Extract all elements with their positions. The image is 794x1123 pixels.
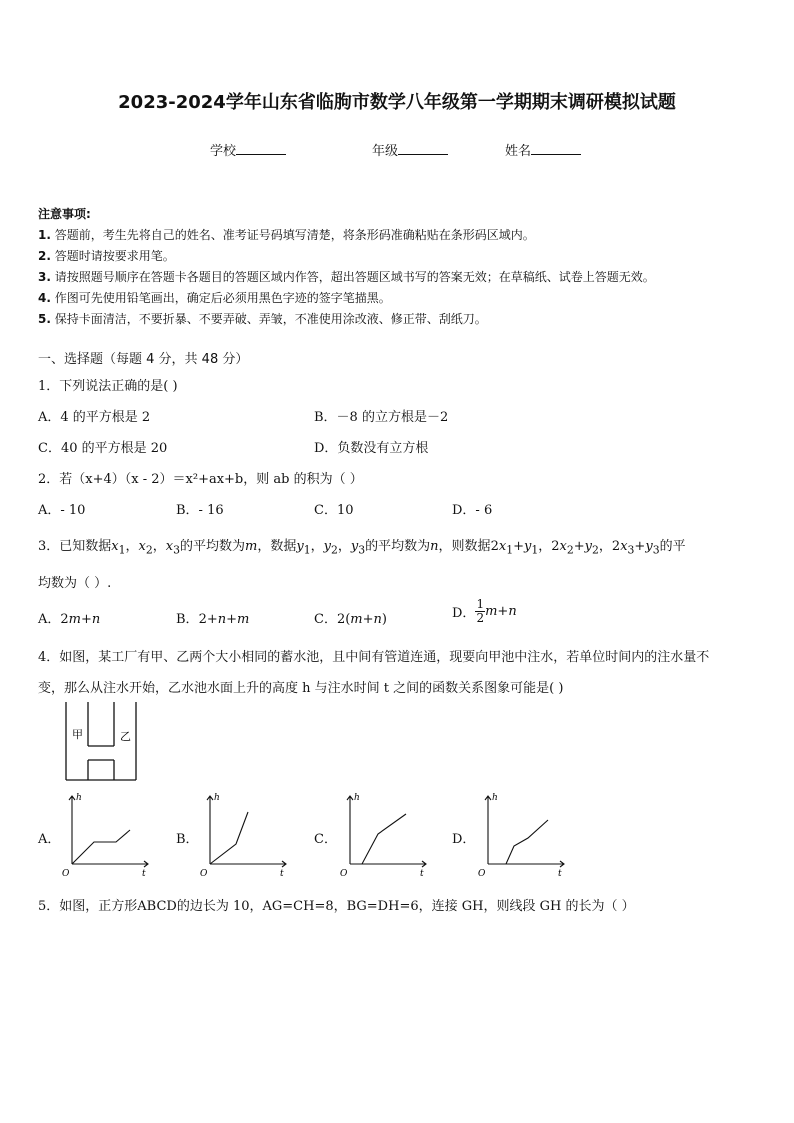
q4-stem-line2: 变，那么从注水开始，乙水池水面上升的高度 h 与注水时间 t 之间的函数关系图象可能是( ) — [38, 681, 564, 696]
q1-stem: 1．下列说法正确的是( ) — [38, 379, 178, 394]
school-label: 学校 — [210, 144, 237, 159]
section-heading: 一、选择题（每题 4 分，共 48 分） — [38, 352, 249, 367]
q3-option-b[interactable]: B．2+n+m — [176, 612, 250, 627]
q3-stem-line2: 均数为（ ）. — [38, 576, 112, 591]
school-blank[interactable] — [236, 142, 286, 155]
notes-heading: 注意事项: — [38, 207, 91, 221]
q1-option-d[interactable]: D．负数没有立方根 — [314, 441, 429, 456]
q3-option-c[interactable]: C．2(m+n) — [314, 612, 387, 627]
axis-t-label: t — [142, 869, 146, 879]
name-blank[interactable] — [531, 142, 581, 155]
page-title: 2023-2024学年山东省临朐市数学八年级第一学期期末调研模拟试题 — [118, 92, 676, 113]
q4-option-b[interactable]: B． — [176, 832, 199, 847]
note-item: 3. 请按照题号顺序在答题卡各题目的答题区域内作答，超出答题区域书写的答案无效；在草稿纸、试卷上答题无效。 — [38, 270, 655, 284]
graph-a — [58, 790, 154, 880]
axis-t-label: t — [558, 869, 562, 879]
q3-option-a[interactable]: A．2m+n — [38, 612, 101, 627]
q1-option-b[interactable]: B．－8 的立方根是－2 — [314, 410, 449, 425]
axis-t-label: t — [420, 869, 424, 879]
axis-h-label: h — [76, 793, 82, 803]
q4-option-a[interactable]: A． — [38, 832, 61, 847]
note-item: 2. 答题时请按要求用笔。 — [38, 249, 175, 263]
water-tanks-figure — [62, 700, 142, 782]
graph-c — [336, 790, 432, 880]
school-field — [210, 140, 286, 159]
grade-blank[interactable] — [398, 142, 448, 155]
q3-option-d[interactable]: D． $\frac{1}{2}$ m+n — [452, 597, 517, 625]
q2-option-c[interactable]: C．10 — [314, 503, 354, 518]
origin-label: O — [62, 869, 70, 879]
q4-option-c[interactable]: C． — [314, 832, 337, 847]
q2-option-b[interactable]: B．- 16 — [176, 503, 224, 518]
tank-left-label: 甲 — [72, 728, 83, 741]
tank-right-label: 乙 — [120, 730, 131, 743]
q2-option-d[interactable]: D．- 6 — [452, 503, 493, 518]
origin-label: O — [340, 869, 348, 879]
q1-option-a[interactable]: A．4 的平方根是 2 — [38, 410, 151, 425]
q2-option-a[interactable]: A．- 10 — [38, 503, 86, 518]
q3-stem: 3．已知数据$x_1$，$x_2$，$x_3$的平均数为m，数据$y_1$，$y_2$，$y_3$的平均数为n，则数据$2x_1+y_1$，$2x_2+y_2$，$2x_3+y_3$的平 — [38, 539, 686, 557]
q5-stem: 5．如图，正方形ABCD的边长为 10，AG=CH=8，BG=DH=6，连接 GH，则线段 GH 的长为（ ） — [38, 899, 635, 914]
q4-option-d[interactable]: D． — [452, 832, 476, 847]
name-label: 姓名 — [505, 144, 532, 159]
note-item: 4. 作图可先使用铅笔画出，确定后必须用黑色字迹的签字笔描黑。 — [38, 291, 391, 305]
fraction-one-half: $\frac{1}{2}$ — [476, 597, 485, 625]
note-item: 1. 答题前，考生先将自己的姓名、准考证号码填写清楚，将条形码准确粘贴在条形码区域内。 — [38, 228, 535, 242]
graph-d — [474, 790, 570, 880]
notes-section — [38, 204, 655, 330]
grade-field — [372, 140, 448, 159]
note-item: 5. 保持卡面清洁，不要折暴、不要弄破、弄皱，不准使用涂改液、修正带、刮纸刀。 — [38, 312, 487, 326]
axis-h-label: h — [354, 793, 360, 803]
origin-label: O — [200, 869, 208, 879]
graph-b — [196, 790, 292, 880]
grade-label: 年级 — [372, 144, 399, 159]
axis-h-label: h — [492, 793, 498, 803]
axis-h-label: h — [214, 793, 220, 803]
q4-stem-line1: 4．如图，某工厂有甲、乙两个大小相同的蓄水池，且中间有管道连通，现要向甲池中注水，若单位时间内的注水量不 — [38, 650, 710, 665]
q2-stem: 2．若（x+4）（x - 2）＝x²+ax+b，则 ab 的积为（ ） — [38, 472, 363, 487]
name-field — [505, 140, 581, 159]
q1-option-c[interactable]: C．40 的平方根是 20 — [38, 441, 168, 456]
axis-t-label: t — [280, 869, 284, 879]
origin-label: O — [478, 869, 486, 879]
